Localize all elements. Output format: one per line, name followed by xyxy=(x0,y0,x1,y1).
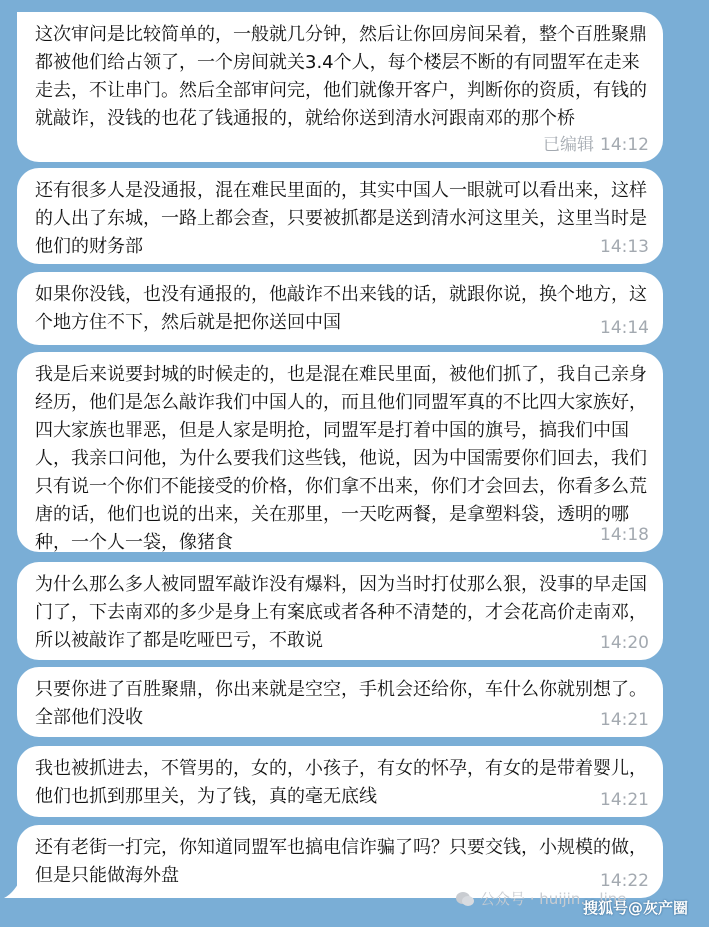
bubble-tail-icon xyxy=(4,884,18,898)
message-time: 14:22 xyxy=(600,871,649,891)
message-bubble[interactable] xyxy=(17,667,663,737)
message-text: 如果你没钱，也没有通报的，他敲诈不出来钱的话，就跟你说，换个地方，这个地方住不下，然后就是把你送回中国 xyxy=(35,284,647,333)
watermark-text: 公众号 · huijin... line xyxy=(480,890,627,908)
message-time: 14:21 xyxy=(600,790,649,810)
message-text: 还有很多人是没通报，混在难民里面的，其实中国人一眼就可以看出来，这样的人出了东城，一路上都会查，只要被抓都是送到清水河这里关，这里当时是他们的财务部 xyxy=(35,180,647,257)
message-bubble[interactable] xyxy=(17,746,663,817)
message-text: 这次审问是比较简单的，一般就几分钟，然后让你回房间呆着，整个百胜聚鼎都被他们给占领了，一个房间就关3.4个人，每个楼层不断的有同盟军在走来走去，不让串门。然后全部审问完，他们就像开客户，判断你的资质，有钱的就敲诈，没钱的也花了钱通报的，就给你送到清水河跟南邓的那个桥 xyxy=(35,24,647,129)
message-text: 只要你进了百胜聚鼎，你出来就是空空，手机会还给你，车什么你就别想了。全部他们没收 xyxy=(35,679,647,728)
message-text: 还有老街一打完，你知道同盟军也搞电信诈骗了吗？只要交钱，小规模的做，但是只能做海外盘 xyxy=(35,837,647,886)
message-time: 14:18 xyxy=(600,525,649,545)
wechat-icon xyxy=(455,890,475,908)
message-time: 14:21 xyxy=(600,710,649,730)
message-bubble[interactable] xyxy=(17,352,663,552)
message-time: 14:12 xyxy=(600,135,649,155)
message-time: 14:13 xyxy=(600,237,649,257)
message-bubble[interactable] xyxy=(17,168,663,264)
message-meta xyxy=(543,134,649,156)
message-text: 我是后来说要封城的时候走的，也是混在难民里面，被他们抓了，我自己亲身经历，他们是怎么敲诈我们中国人的，而且他们同盟军真的不比四大家族好，四大家族也罪恶，但是人家是明抢，同盟军是打着中国的旗号，搞我们中国人，我亲口问他，为什么要我们这些钱，他说，因为中国需要你们回去，我们只有说一个你们不能接受的价格，你们拿不出来，你们才会回去，你看多么荒唐的话，他们也说的出来，关在那里，一天吃两餐，是拿塑料袋，透明的哪种，一个人一袋，像猪食 xyxy=(35,364,647,553)
message-text: 为什么那么多人被同盟军敲诈没有爆料，因为当时打仗那么狠，没事的早走国门了，下去南邓的多少是身上有案底或者各种不清楚的，才会花高价走南邓，所以被敲诈了都是吃哑巴亏，不敢说 xyxy=(35,574,647,651)
message-time: 14:20 xyxy=(600,633,649,653)
edited-label: 已编辑 xyxy=(543,135,594,155)
message-bubble[interactable] xyxy=(17,12,663,162)
message-bubble[interactable] xyxy=(17,562,663,660)
watermark-source: 搜狐号@灰产圈 xyxy=(583,899,689,917)
message-text: 我也被抓进去，不管男的，女的，小孩子，有女的怀孕，有女的是带着婴儿，他们也抓到那里关，为了钱，真的毫无底线 xyxy=(35,758,647,807)
message-bubble[interactable] xyxy=(17,272,663,345)
message-time: 14:14 xyxy=(600,318,649,338)
